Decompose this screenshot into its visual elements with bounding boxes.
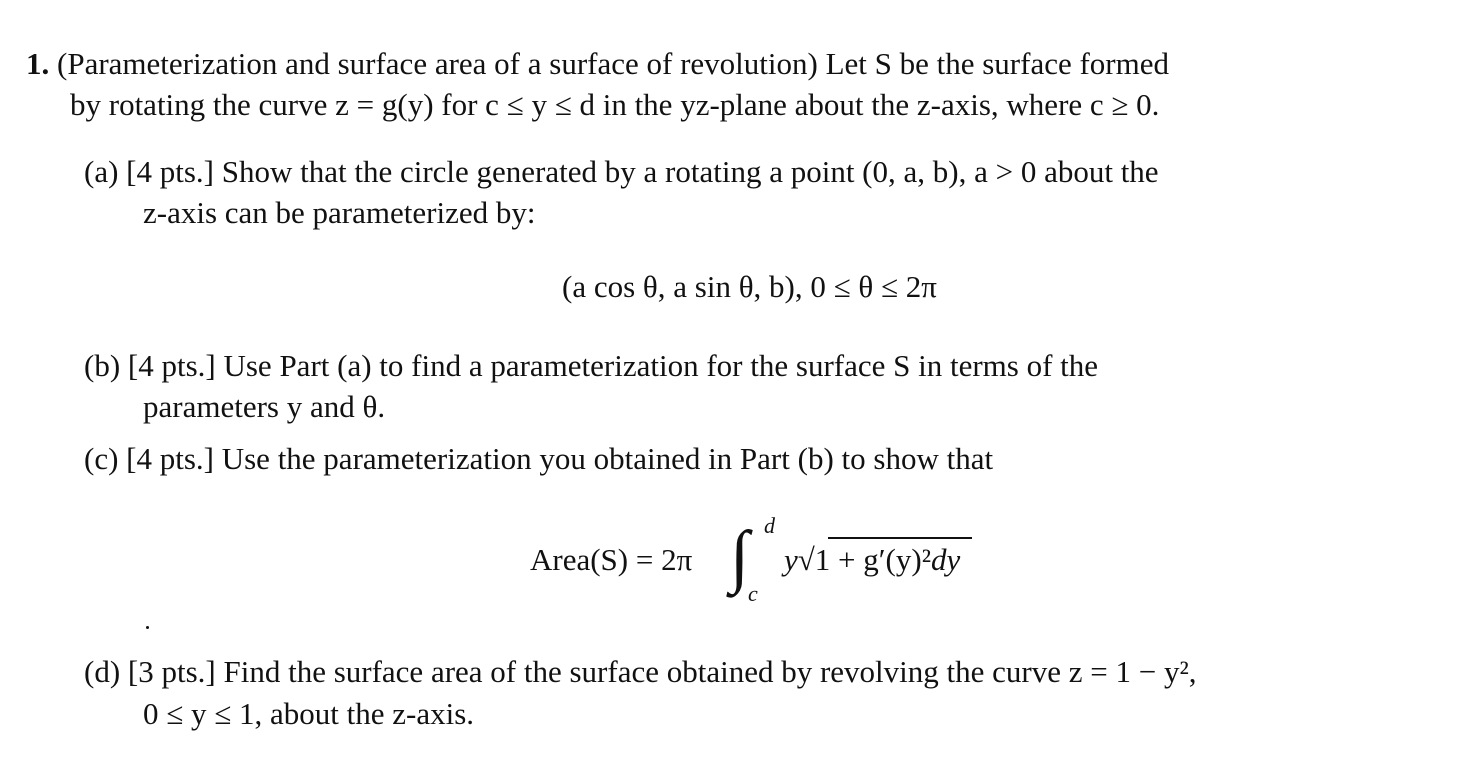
part-a-display-equation: (a cos θ, a sin θ, b), 0 ≤ θ ≤ 2π <box>562 269 937 304</box>
stray-period <box>146 626 149 629</box>
part-c-label: (c) <box>84 441 119 476</box>
part-a-label: (a) <box>84 154 119 189</box>
part-b-label: (b) <box>84 348 121 383</box>
part-a-line-1 <box>84 152 1159 192</box>
part-d-line-1 <box>84 652 1197 692</box>
part-b-line-2: parameters y and θ. <box>143 389 386 424</box>
integral-lower-limit: c <box>748 581 758 606</box>
integral-sign: ∫ <box>730 518 750 595</box>
radicand: 1 + g′(y)² <box>814 542 931 577</box>
radical-sign: √ <box>797 542 815 577</box>
problem-intro-line-1 <box>26 44 1169 84</box>
integrand-factor: y <box>784 542 798 577</box>
part-b-line-1 <box>84 346 1098 386</box>
part-a-line-2: z-axis can be parameterized by: <box>143 195 536 230</box>
part-d-label: (d) <box>84 654 121 689</box>
problem-number: 1. <box>26 46 50 81</box>
part-c-line-1 <box>84 439 993 479</box>
part-d-text-1: [3 pts.] Find the surface area of the surface obtained by revolving the curve z = 1 − y², <box>127 654 1197 689</box>
part-b-text-1: [4 pts.] Use Part (a) to find a parameterization for the surface S in terms of the <box>127 348 1099 383</box>
integrand <box>784 540 960 580</box>
integral-upper-limit: d <box>764 513 775 538</box>
part-c-text-1: [4 pts.] Use the parameterization you obtained in Part (b) to show that <box>126 441 994 476</box>
part-d-line-2: 0 ≤ y ≤ 1, about the z-axis. <box>143 696 475 731</box>
problem-intro-text-1: (Parameterization and surface area of a surface of revolution) Let S be the surface formed <box>57 46 1170 81</box>
problem-intro-line-2: by rotating the curve z = g(y) for c ≤ y ≤ d in the yz-plane about the z-axis, where c ≥ 0. <box>70 87 1160 122</box>
radical-bar <box>828 537 972 539</box>
area-formula-lhs: Area(S) = 2π <box>530 542 693 577</box>
part-a-text-1: [4 pts.] Show that the circle generated by a rotating a point (0, a, b), a > 0 about the <box>126 154 1159 189</box>
differential: dy <box>931 542 961 577</box>
